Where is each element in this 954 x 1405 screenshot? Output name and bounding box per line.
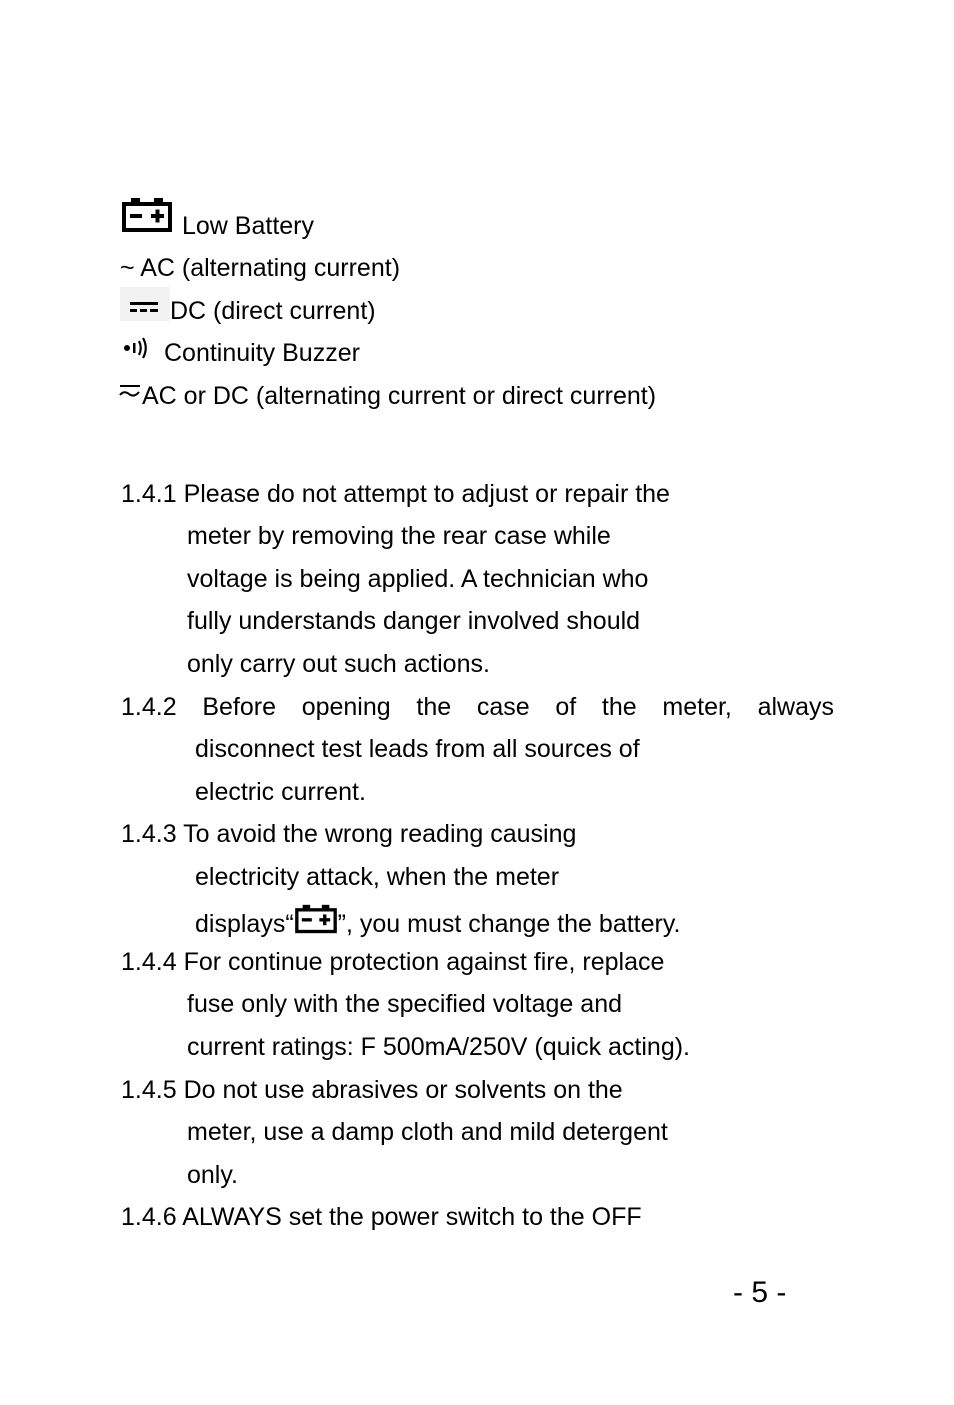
word: opening [301,693,391,721]
ac-dc-symbol-icon [118,383,142,401]
item-1-4-1-line: fully understands danger involved should [187,607,641,635]
item-number: 1.4.5 [121,1076,177,1104]
item-1-4-3-line: electricity attack, when the meter [195,863,560,891]
item-text: For continue protection against fire, replace [183,948,665,976]
item-number: 1.4.1 [121,480,177,508]
item-1-4-5-first-line [121,1075,623,1105]
item-text: ALWAYS set the power switch to the OFF [182,1203,642,1231]
item-1-4-1-line: voltage is being applied. A technician who [187,565,649,593]
item-text: Do not use abrasives or solvents on the [183,1076,623,1104]
item-text: To avoid the wrong reading causing [183,820,577,848]
buzzer-icon [122,336,150,360]
item-number: 1.4.2 [121,693,177,721]
low-battery-label: Low Battery [182,212,315,240]
word: meter, [662,693,732,721]
item-1-4-2-line: disconnect test leads from all sources of [195,735,640,763]
item-text: ”, you must change the battery. [337,910,681,938]
word: the [416,693,452,721]
item-1-4-3-first-line [121,819,576,849]
ac-label: AC (alternating current) [140,254,401,282]
word: always [757,693,834,721]
item-number: 1.4.6 [121,1203,177,1231]
word: Before [202,693,276,721]
ac-dc-label: AC or DC (alternating current or direct current) [142,382,657,410]
dc-symbol-icon [120,287,170,321]
item-1-4-1-first-line [121,479,670,509]
item-1-4-5-line: only. [187,1161,238,1189]
page-number: - 5 - [733,1276,787,1309]
item-number: 1.4.4 [121,948,177,976]
item-1-4-2-line: electric current. [195,778,366,806]
item-number: 1.4.3 [121,820,177,848]
item-1-4-1-line: only carry out such actions. [187,650,490,678]
word: the [601,693,637,721]
item-1-4-4-first-line [121,947,664,977]
word: of [555,693,577,721]
item-1-4-4-line: fuse only with the specified voltage and [187,990,622,1018]
dc-label: DC (direct current) [170,297,376,325]
ac-row [120,253,400,283]
item-1-4-4-line: current ratings: F 500mA/250V (quick acting). [187,1033,691,1061]
item-1-4-5-line: meter, use a damp cloth and mild detergent [187,1118,668,1146]
word: case [476,693,530,721]
item-text: displays“ [195,910,294,938]
item-1-4-1-line: meter by removing the rear case while [187,522,611,550]
battery-icon [122,197,172,233]
battery-icon [294,904,338,934]
item-1-4-6-first-line [121,1202,642,1232]
item-text: Please do not attempt to adjust or repair the [183,480,670,508]
item-1-4-2-first-line [121,692,834,722]
item-1-4-3-battery-line [195,904,680,939]
continuity-label: Continuity Buzzer [164,339,360,367]
tilde-symbol: ~ [120,254,135,282]
